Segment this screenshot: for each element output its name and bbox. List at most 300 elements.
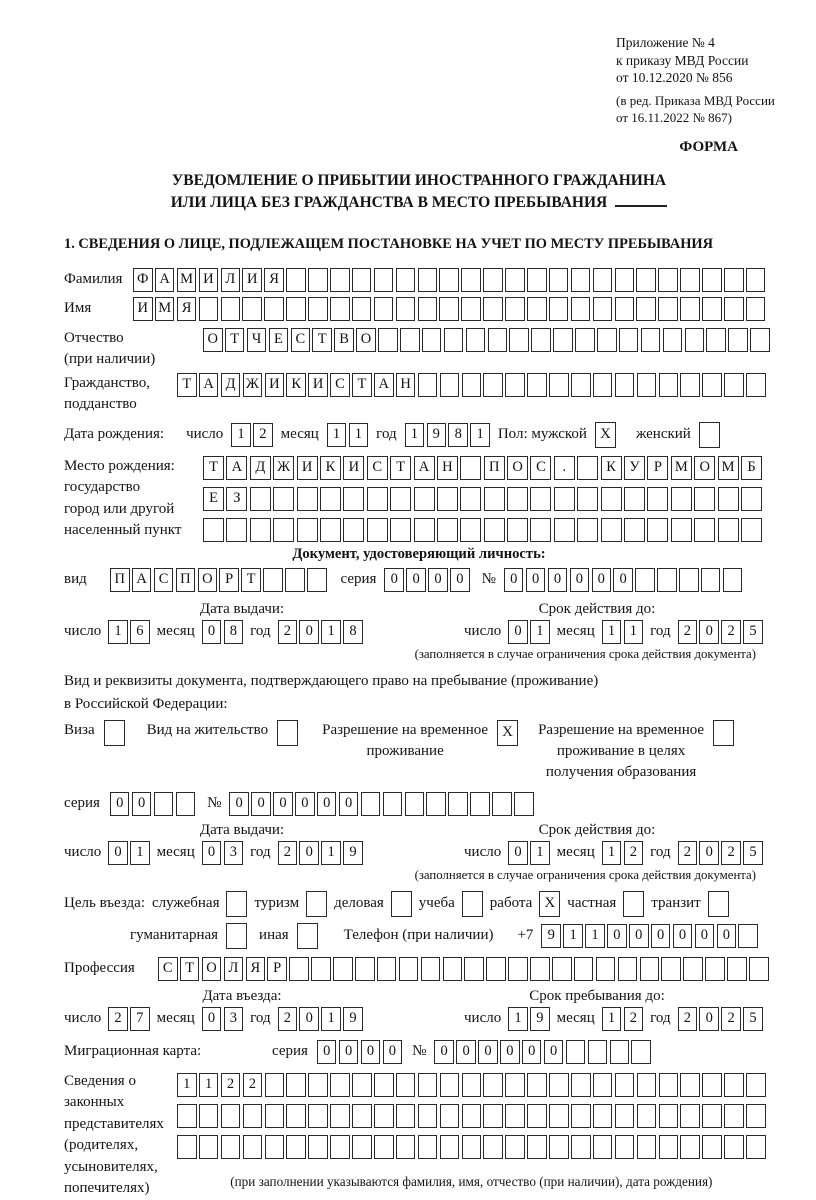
char-cell[interactable] bbox=[549, 1104, 569, 1128]
char-cell[interactable] bbox=[659, 373, 679, 397]
char-cell[interactable] bbox=[724, 297, 744, 321]
char-cell[interactable]: А bbox=[199, 373, 219, 397]
char-cell[interactable] bbox=[527, 268, 547, 292]
char-cell[interactable]: 1 bbox=[563, 924, 583, 948]
char-cell[interactable]: И bbox=[242, 268, 262, 292]
char-cell[interactable]: 2 bbox=[678, 841, 698, 865]
char-cell[interactable]: 0 bbox=[251, 792, 271, 816]
char-cell[interactable] bbox=[577, 518, 598, 542]
char-cell[interactable]: С bbox=[530, 456, 551, 480]
char-cell[interactable] bbox=[701, 568, 721, 592]
char-cell[interactable] bbox=[440, 1135, 460, 1159]
doc-series-input[interactable] bbox=[384, 568, 469, 592]
char-cell[interactable] bbox=[177, 1135, 197, 1159]
residence-permit-checkbox[interactable] bbox=[277, 720, 298, 746]
char-cell[interactable]: 0 bbox=[629, 924, 649, 948]
char-cell[interactable] bbox=[396, 1104, 416, 1128]
char-cell[interactable] bbox=[311, 957, 331, 981]
char-cell[interactable]: 0 bbox=[570, 568, 590, 592]
char-cell[interactable]: 0 bbox=[339, 792, 359, 816]
char-cell[interactable]: 0 bbox=[202, 620, 222, 644]
char-cell[interactable]: 0 bbox=[299, 1007, 319, 1031]
char-cell[interactable] bbox=[749, 957, 769, 981]
char-cell[interactable]: 7 bbox=[130, 1007, 150, 1031]
char-cell[interactable] bbox=[396, 297, 416, 321]
char-cell[interactable]: П bbox=[484, 456, 505, 480]
entry-year-input[interactable] bbox=[278, 1007, 363, 1031]
profession-input[interactable] bbox=[158, 957, 769, 981]
char-cell[interactable] bbox=[333, 957, 353, 981]
char-cell[interactable] bbox=[659, 1104, 679, 1128]
char-cell[interactable]: Т bbox=[390, 456, 411, 480]
char-cell[interactable] bbox=[221, 1104, 241, 1128]
char-cell[interactable]: В bbox=[334, 328, 354, 352]
char-cell[interactable]: П bbox=[176, 568, 196, 592]
purpose-official-checkbox[interactable] bbox=[226, 891, 247, 917]
char-cell[interactable] bbox=[718, 518, 739, 542]
char-cell[interactable]: Д bbox=[250, 456, 271, 480]
char-cell[interactable] bbox=[221, 297, 241, 321]
char-cell[interactable] bbox=[470, 792, 490, 816]
char-cell[interactable] bbox=[615, 373, 635, 397]
char-cell[interactable] bbox=[619, 328, 639, 352]
char-cell[interactable] bbox=[444, 328, 464, 352]
purpose-other-checkbox[interactable] bbox=[297, 923, 318, 949]
char-cell[interactable] bbox=[421, 957, 441, 981]
char-cell[interactable] bbox=[597, 328, 617, 352]
char-cell[interactable] bbox=[566, 1040, 586, 1064]
char-cell[interactable] bbox=[440, 1104, 460, 1128]
char-cell[interactable] bbox=[308, 297, 328, 321]
char-cell[interactable] bbox=[355, 957, 375, 981]
birth-day-input[interactable] bbox=[231, 423, 272, 447]
char-cell[interactable] bbox=[361, 792, 381, 816]
char-cell[interactable] bbox=[741, 487, 762, 511]
char-cell[interactable] bbox=[448, 792, 468, 816]
char-cell[interactable]: 2 bbox=[278, 841, 298, 865]
char-cell[interactable] bbox=[461, 268, 481, 292]
char-cell[interactable] bbox=[250, 518, 271, 542]
char-cell[interactable]: Б bbox=[741, 456, 762, 480]
char-cell[interactable]: 1 bbox=[321, 1007, 341, 1031]
char-cell[interactable] bbox=[297, 487, 318, 511]
char-cell[interactable] bbox=[680, 1135, 700, 1159]
char-cell[interactable] bbox=[507, 487, 528, 511]
char-cell[interactable]: Е bbox=[203, 487, 224, 511]
char-cell[interactable] bbox=[461, 297, 481, 321]
migration-series-input[interactable] bbox=[317, 1040, 402, 1064]
char-cell[interactable]: Ж bbox=[243, 373, 263, 397]
char-cell[interactable]: 1 bbox=[199, 1073, 219, 1097]
char-cell[interactable] bbox=[374, 1104, 394, 1128]
char-cell[interactable]: 5 bbox=[743, 1007, 763, 1031]
char-cell[interactable]: 1 bbox=[130, 841, 150, 865]
char-cell[interactable] bbox=[746, 1104, 766, 1128]
char-cell[interactable] bbox=[289, 957, 309, 981]
char-cell[interactable]: 0 bbox=[544, 1040, 564, 1064]
char-cell[interactable] bbox=[571, 1135, 591, 1159]
char-cell[interactable] bbox=[226, 891, 247, 917]
purpose-humanitarian-checkbox[interactable] bbox=[226, 923, 247, 949]
char-cell[interactable]: Н bbox=[396, 373, 416, 397]
char-cell[interactable]: 0 bbox=[695, 924, 715, 948]
char-cell[interactable]: 0 bbox=[526, 568, 546, 592]
char-cell[interactable] bbox=[549, 1135, 569, 1159]
char-cell[interactable] bbox=[273, 518, 294, 542]
char-cell[interactable]: 0 bbox=[522, 1040, 542, 1064]
char-cell[interactable] bbox=[723, 568, 743, 592]
char-cell[interactable]: 0 bbox=[607, 924, 627, 948]
char-cell[interactable]: 2 bbox=[108, 1007, 128, 1031]
char-cell[interactable]: 0 bbox=[673, 924, 693, 948]
char-cell[interactable] bbox=[750, 328, 770, 352]
char-cell[interactable] bbox=[514, 792, 534, 816]
char-cell[interactable] bbox=[505, 1104, 525, 1128]
char-cell[interactable] bbox=[418, 1104, 438, 1128]
char-cell[interactable] bbox=[226, 518, 247, 542]
char-cell[interactable] bbox=[265, 1104, 285, 1128]
char-cell[interactable] bbox=[658, 268, 678, 292]
char-cell[interactable] bbox=[242, 297, 262, 321]
char-cell[interactable]: 1 bbox=[602, 841, 622, 865]
char-cell[interactable] bbox=[505, 1073, 525, 1097]
char-cell[interactable]: Р bbox=[267, 957, 287, 981]
char-cell[interactable] bbox=[738, 924, 758, 948]
char-cell[interactable] bbox=[527, 1135, 547, 1159]
char-cell[interactable]: 9 bbox=[541, 924, 561, 948]
char-cell[interactable] bbox=[462, 1073, 482, 1097]
char-cell[interactable] bbox=[297, 923, 318, 949]
char-cell[interactable] bbox=[746, 297, 766, 321]
char-cell[interactable] bbox=[699, 422, 720, 448]
char-cell[interactable]: 1 bbox=[585, 924, 605, 948]
char-cell[interactable] bbox=[330, 297, 350, 321]
char-cell[interactable] bbox=[505, 297, 525, 321]
char-cell[interactable] bbox=[308, 268, 328, 292]
char-cell[interactable] bbox=[374, 1135, 394, 1159]
char-cell[interactable] bbox=[527, 373, 547, 397]
char-cell[interactable]: 0 bbox=[504, 568, 524, 592]
char-cell[interactable] bbox=[352, 1104, 372, 1128]
char-cell[interactable]: М bbox=[177, 268, 197, 292]
char-cell[interactable] bbox=[104, 720, 125, 746]
char-cell[interactable] bbox=[286, 1073, 306, 1097]
birth-place-row2-input[interactable] bbox=[203, 487, 762, 511]
char-cell[interactable]: 1 bbox=[108, 620, 128, 644]
char-cell[interactable] bbox=[418, 297, 438, 321]
char-cell[interactable] bbox=[484, 487, 505, 511]
char-cell[interactable] bbox=[637, 1104, 657, 1128]
char-cell[interactable] bbox=[439, 268, 459, 292]
char-cell[interactable]: 0 bbox=[478, 1040, 498, 1064]
char-cell[interactable]: 2 bbox=[721, 841, 741, 865]
permit-expiry-month-input[interactable] bbox=[602, 841, 643, 865]
phone-input[interactable] bbox=[541, 924, 758, 948]
permit-issue-year-input[interactable] bbox=[278, 841, 363, 865]
char-cell[interactable] bbox=[509, 328, 529, 352]
char-cell[interactable] bbox=[484, 518, 505, 542]
char-cell[interactable] bbox=[367, 518, 388, 542]
char-cell[interactable]: 2 bbox=[678, 620, 698, 644]
char-cell[interactable] bbox=[694, 518, 715, 542]
char-cell[interactable] bbox=[685, 328, 705, 352]
migration-number-input[interactable] bbox=[434, 1040, 651, 1064]
sex-male-checkbox[interactable] bbox=[595, 422, 616, 448]
visa-checkbox[interactable] bbox=[104, 720, 125, 746]
char-cell[interactable] bbox=[601, 518, 622, 542]
representatives-row3-input[interactable] bbox=[177, 1135, 766, 1159]
char-cell[interactable]: А bbox=[226, 456, 247, 480]
char-cell[interactable] bbox=[593, 268, 613, 292]
char-cell[interactable] bbox=[330, 268, 350, 292]
char-cell[interactable] bbox=[683, 957, 703, 981]
char-cell[interactable] bbox=[624, 487, 645, 511]
char-cell[interactable]: С bbox=[154, 568, 174, 592]
char-cell[interactable] bbox=[553, 328, 573, 352]
char-cell[interactable] bbox=[352, 297, 372, 321]
char-cell[interactable]: 6 bbox=[130, 620, 150, 644]
char-cell[interactable] bbox=[577, 487, 598, 511]
char-cell[interactable] bbox=[488, 328, 508, 352]
char-cell[interactable]: Т bbox=[180, 957, 200, 981]
char-cell[interactable] bbox=[661, 957, 681, 981]
char-cell[interactable] bbox=[390, 518, 411, 542]
char-cell[interactable]: 0 bbox=[108, 841, 128, 865]
birth-place-row1-input[interactable] bbox=[203, 456, 762, 480]
char-cell[interactable] bbox=[727, 957, 747, 981]
char-cell[interactable] bbox=[713, 720, 734, 746]
char-cell[interactable] bbox=[636, 268, 656, 292]
char-cell[interactable] bbox=[374, 1073, 394, 1097]
char-cell[interactable] bbox=[724, 1073, 744, 1097]
char-cell[interactable]: М bbox=[718, 456, 739, 480]
char-cell[interactable]: 1 bbox=[231, 423, 251, 447]
char-cell[interactable] bbox=[460, 456, 481, 480]
char-cell[interactable]: 1 bbox=[321, 620, 341, 644]
doc-issue-day-input[interactable] bbox=[108, 620, 149, 644]
char-cell[interactable] bbox=[199, 1135, 219, 1159]
char-cell[interactable]: 3 bbox=[224, 1007, 244, 1031]
char-cell[interactable]: 1 bbox=[624, 620, 644, 644]
char-cell[interactable]: 0 bbox=[384, 568, 404, 592]
char-cell[interactable]: И bbox=[297, 456, 318, 480]
char-cell[interactable]: 0 bbox=[299, 620, 319, 644]
char-cell[interactable] bbox=[177, 1104, 197, 1128]
char-cell[interactable]: 3 bbox=[224, 841, 244, 865]
char-cell[interactable] bbox=[483, 268, 503, 292]
char-cell[interactable] bbox=[593, 1104, 613, 1128]
char-cell[interactable]: 1 bbox=[602, 620, 622, 644]
citizenship-input[interactable] bbox=[177, 373, 766, 397]
char-cell[interactable] bbox=[265, 1135, 285, 1159]
char-cell[interactable] bbox=[552, 957, 572, 981]
char-cell[interactable] bbox=[440, 1073, 460, 1097]
char-cell[interactable] bbox=[663, 328, 683, 352]
char-cell[interactable]: 0 bbox=[508, 841, 528, 865]
char-cell[interactable]: 0 bbox=[361, 1040, 381, 1064]
char-cell[interactable] bbox=[610, 1040, 630, 1064]
char-cell[interactable]: . bbox=[554, 456, 575, 480]
char-cell[interactable]: 0 bbox=[317, 1040, 337, 1064]
char-cell[interactable] bbox=[199, 297, 219, 321]
char-cell[interactable]: 1 bbox=[508, 1007, 528, 1031]
birth-month-input[interactable] bbox=[327, 423, 368, 447]
char-cell[interactable] bbox=[637, 1135, 657, 1159]
char-cell[interactable] bbox=[618, 957, 638, 981]
char-cell[interactable] bbox=[659, 1073, 679, 1097]
permit-expiry-year-input[interactable] bbox=[678, 841, 763, 865]
char-cell[interactable]: 8 bbox=[343, 620, 363, 644]
char-cell[interactable] bbox=[263, 568, 283, 592]
char-cell[interactable] bbox=[483, 297, 503, 321]
char-cell[interactable] bbox=[330, 1073, 350, 1097]
char-cell[interactable]: 0 bbox=[202, 841, 222, 865]
char-cell[interactable] bbox=[176, 792, 196, 816]
char-cell[interactable]: Я bbox=[264, 268, 284, 292]
char-cell[interactable]: З bbox=[226, 487, 247, 511]
char-cell[interactable] bbox=[383, 792, 403, 816]
char-cell[interactable] bbox=[679, 568, 699, 592]
char-cell[interactable]: 0 bbox=[508, 620, 528, 644]
char-cell[interactable]: 0 bbox=[202, 1007, 222, 1031]
char-cell[interactable] bbox=[418, 1135, 438, 1159]
char-cell[interactable]: 2 bbox=[278, 1007, 298, 1031]
char-cell[interactable]: О bbox=[694, 456, 715, 480]
char-cell[interactable]: О bbox=[202, 957, 222, 981]
char-cell[interactable]: 0 bbox=[717, 924, 737, 948]
char-cell[interactable] bbox=[399, 957, 419, 981]
entry-month-input[interactable] bbox=[202, 1007, 243, 1031]
char-cell[interactable] bbox=[286, 1135, 306, 1159]
char-cell[interactable] bbox=[396, 268, 416, 292]
doc-issue-month-input[interactable] bbox=[202, 620, 243, 644]
char-cell[interactable] bbox=[549, 1073, 569, 1097]
char-cell[interactable] bbox=[460, 518, 481, 542]
char-cell[interactable]: 0 bbox=[434, 1040, 454, 1064]
char-cell[interactable] bbox=[531, 328, 551, 352]
char-cell[interactable]: У bbox=[624, 456, 645, 480]
char-cell[interactable]: 2 bbox=[678, 1007, 698, 1031]
char-cell[interactable]: 1 bbox=[405, 423, 425, 447]
char-cell[interactable]: 2 bbox=[721, 620, 741, 644]
char-cell[interactable]: 0 bbox=[699, 620, 719, 644]
char-cell[interactable] bbox=[631, 1040, 651, 1064]
char-cell[interactable] bbox=[671, 518, 692, 542]
char-cell[interactable] bbox=[527, 1104, 547, 1128]
char-cell[interactable]: С bbox=[158, 957, 178, 981]
char-cell[interactable]: Н bbox=[437, 456, 458, 480]
char-cell[interactable] bbox=[505, 1135, 525, 1159]
char-cell[interactable] bbox=[273, 487, 294, 511]
char-cell[interactable] bbox=[623, 891, 644, 917]
char-cell[interactable] bbox=[527, 1073, 547, 1097]
char-cell[interactable] bbox=[571, 1104, 591, 1128]
char-cell[interactable] bbox=[483, 1073, 503, 1097]
char-cell[interactable]: 5 bbox=[743, 841, 763, 865]
char-cell[interactable] bbox=[647, 518, 668, 542]
representatives-row2-input[interactable] bbox=[177, 1104, 766, 1128]
char-cell[interactable] bbox=[460, 487, 481, 511]
char-cell[interactable] bbox=[549, 268, 569, 292]
char-cell[interactable]: 0 bbox=[110, 792, 130, 816]
char-cell[interactable] bbox=[243, 1135, 263, 1159]
char-cell[interactable] bbox=[746, 1135, 766, 1159]
char-cell[interactable] bbox=[320, 518, 341, 542]
char-cell[interactable]: И bbox=[265, 373, 285, 397]
given-name-input[interactable] bbox=[133, 297, 765, 321]
char-cell[interactable] bbox=[462, 373, 482, 397]
char-cell[interactable] bbox=[439, 297, 459, 321]
char-cell[interactable] bbox=[680, 1073, 700, 1097]
char-cell[interactable] bbox=[400, 328, 420, 352]
char-cell[interactable] bbox=[437, 518, 458, 542]
char-cell[interactable] bbox=[343, 518, 364, 542]
sex-female-checkbox[interactable] bbox=[699, 422, 720, 448]
char-cell[interactable]: 2 bbox=[278, 620, 298, 644]
char-cell[interactable] bbox=[593, 373, 613, 397]
char-cell[interactable] bbox=[554, 518, 575, 542]
char-cell[interactable]: 0 bbox=[456, 1040, 476, 1064]
char-cell[interactable]: С bbox=[291, 328, 311, 352]
char-cell[interactable] bbox=[377, 957, 397, 981]
char-cell[interactable] bbox=[637, 373, 657, 397]
char-cell[interactable] bbox=[250, 487, 271, 511]
char-cell[interactable]: Л bbox=[224, 957, 244, 981]
char-cell[interactable]: 5 bbox=[743, 620, 763, 644]
char-cell[interactable] bbox=[571, 1073, 591, 1097]
permit-series-input[interactable] bbox=[110, 792, 195, 816]
char-cell[interactable] bbox=[418, 1073, 438, 1097]
char-cell[interactable]: 0 bbox=[383, 1040, 403, 1064]
char-cell[interactable]: 0 bbox=[273, 792, 293, 816]
char-cell[interactable] bbox=[199, 1104, 219, 1128]
char-cell[interactable]: 0 bbox=[500, 1040, 520, 1064]
char-cell[interactable] bbox=[549, 373, 569, 397]
char-cell[interactable] bbox=[571, 297, 591, 321]
char-cell[interactable] bbox=[596, 957, 616, 981]
doc-number-input[interactable] bbox=[504, 568, 742, 592]
char-cell[interactable]: Я bbox=[246, 957, 266, 981]
char-cell[interactable]: 1 bbox=[602, 1007, 622, 1031]
char-cell[interactable] bbox=[330, 1104, 350, 1128]
purpose-work-checkbox[interactable] bbox=[539, 891, 560, 917]
char-cell[interactable] bbox=[343, 487, 364, 511]
stay-month-input[interactable] bbox=[602, 1007, 643, 1031]
char-cell[interactable]: 9 bbox=[343, 841, 363, 865]
char-cell[interactable]: 2 bbox=[253, 423, 273, 447]
char-cell[interactable]: Е bbox=[269, 328, 289, 352]
char-cell[interactable]: 0 bbox=[548, 568, 568, 592]
char-cell[interactable]: 8 bbox=[448, 423, 468, 447]
char-cell[interactable]: 0 bbox=[229, 792, 249, 816]
char-cell[interactable]: 2 bbox=[221, 1073, 241, 1097]
char-cell[interactable]: 8 bbox=[224, 620, 244, 644]
char-cell[interactable] bbox=[746, 268, 766, 292]
char-cell[interactable]: И bbox=[343, 456, 364, 480]
char-cell[interactable]: 1 bbox=[327, 423, 347, 447]
char-cell[interactable] bbox=[694, 487, 715, 511]
char-cell[interactable]: Ф bbox=[133, 268, 153, 292]
char-cell[interactable] bbox=[615, 297, 635, 321]
char-cell[interactable] bbox=[671, 487, 692, 511]
patronymic-input[interactable] bbox=[203, 328, 770, 352]
char-cell[interactable] bbox=[702, 373, 722, 397]
char-cell[interactable]: 0 bbox=[317, 792, 337, 816]
char-cell[interactable]: Р bbox=[647, 456, 668, 480]
char-cell[interactable] bbox=[680, 297, 700, 321]
char-cell[interactable]: О bbox=[198, 568, 218, 592]
char-cell[interactable] bbox=[680, 373, 700, 397]
